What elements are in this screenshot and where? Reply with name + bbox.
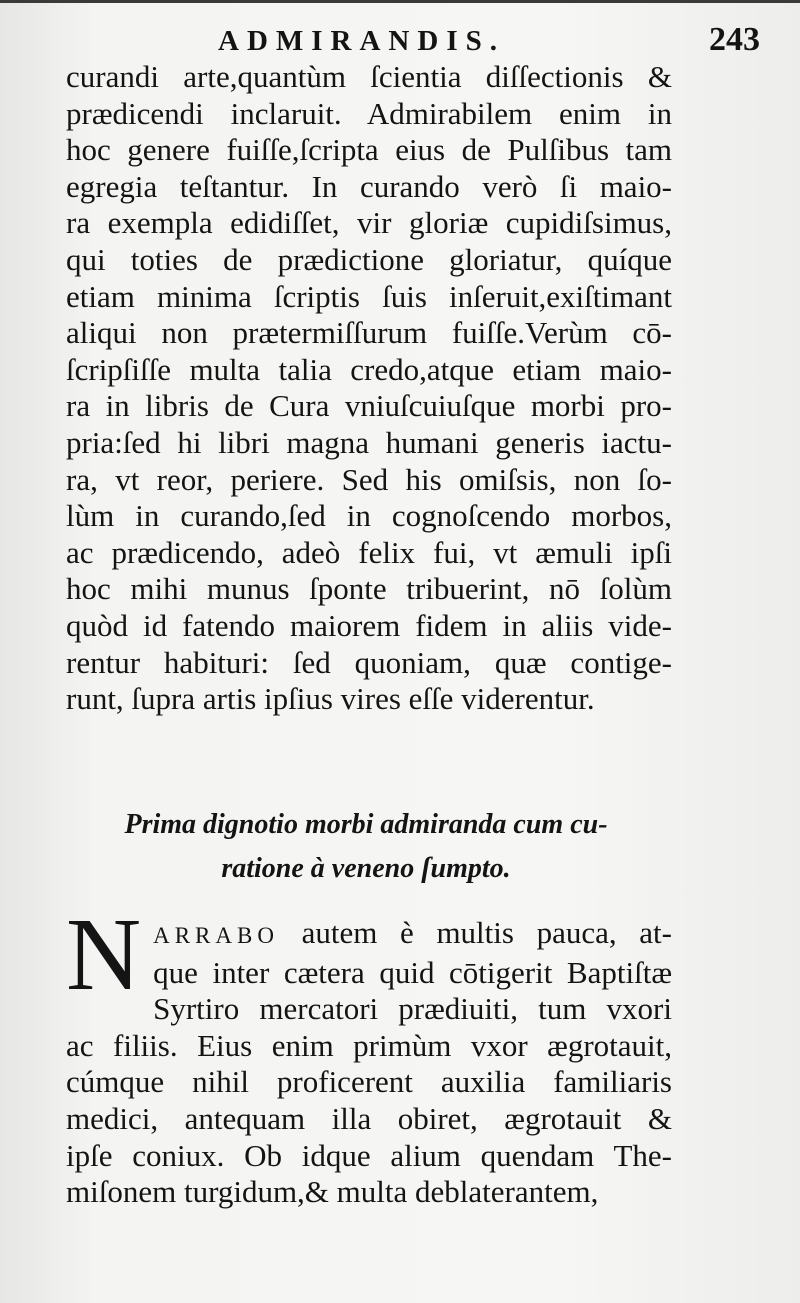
text-line: ac prædicendo, adeò felix fui, vt æmuli ipſi (66, 534, 672, 570)
text-line: hoc genere fuiſſe,ſcripta eius de Pulſibus tam (66, 132, 672, 168)
text-line: quòd id fatendo maiorem fidem in aliis vide- (66, 607, 672, 643)
running-head: ADMIRANDIS. (218, 25, 505, 57)
text-line: ra, vt reor, periere. Sed his omiſsis, non ſo- (66, 461, 672, 497)
text-line: runt, ſupra artis ipſius vires eſſe viderentur. (66, 681, 595, 717)
text-line: qui toties de prædictione gloriatur, quíque (66, 241, 672, 277)
text-line: medici, antequam illa obiret, ægrotauit & (66, 1100, 672, 1136)
heading-line: Prima dignotio morbi admiranda cum cu- (124, 809, 608, 840)
text-line: pria:ſed hi libri magna humani generis iactu- (66, 424, 672, 460)
text-line (66, 915, 672, 955)
text-line: Syrtiro mercatori prædiuiti, tum vxori (153, 991, 672, 1027)
drop-cap: N (66, 897, 142, 1012)
text-line: hoc mihi munus ſponte tribuerint, nō ſolùm (66, 571, 672, 607)
heading-line: ratione à veneno ſumpto. (221, 853, 511, 884)
main-paragraph (66, 59, 672, 718)
text-line: aliqui non prætermiſſurum fuiſſe.Verùm cō- (66, 315, 672, 351)
text-line: prædicendi inclaruit. Admirabilem enim in (66, 95, 672, 131)
text-line: egregia teſtantur. In curando verò ſi maio- (66, 168, 672, 204)
small-caps-word: ARRABO (153, 923, 279, 948)
text-line: ipſe coniux. Ob idque alium quendam The- (66, 1137, 672, 1173)
text-line: cúmque nihil proficerent auxilia familiaris (66, 1064, 672, 1100)
text-line: etiam minima ſcriptis ſuis inſeruit,exiſtimant (66, 278, 672, 314)
text-fragment: autem è multis pauca, at- (301, 915, 672, 950)
text-line: curandi arte,quantùm ſcientia diſſectionis & (66, 59, 672, 94)
section-paragraph (66, 897, 672, 1211)
text-line: lùm in curando,ſed in cognoſcendo morbos, (66, 498, 672, 534)
text-line: ra in libris de Cura vniuſcuiuſque morbi pro- (66, 388, 672, 424)
text-line: ſcripſiſſe multa talia credo,atque etiam maio- (66, 351, 672, 387)
text-line: ra exempla edidiſſet, vir gloriæ cupidiſsimus, (66, 205, 672, 241)
text-line: miſonem turgidum,& multa deblaterantem, (66, 1174, 599, 1210)
page-number: 243 (709, 21, 760, 58)
text-line: ac filiis. Eius enim primùm vxor ægrotauit, (66, 1027, 672, 1063)
text-line: que inter cætera quid cōtigerit Baptiſtæ (153, 954, 672, 990)
text-line: rentur habituri: ſed quoniam, quæ contige- (66, 644, 672, 680)
section-heading (66, 803, 666, 891)
